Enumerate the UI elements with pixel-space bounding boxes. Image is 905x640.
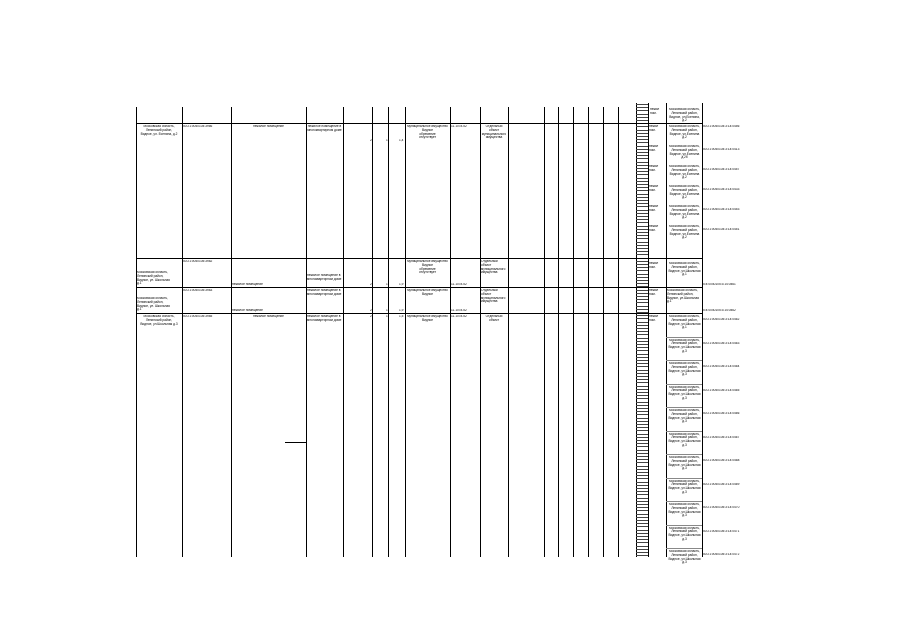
stripe-line <box>636 216 648 217</box>
grid-line <box>573 107 574 557</box>
object-purpose: нежилое помещение в многоквартирном доме <box>307 274 342 281</box>
stripe-line <box>636 386 648 387</box>
object-kind: нежилое помещение <box>232 309 263 312</box>
row-address: Московская область, Ленинский район, Видное, ул.Школьная д.3 <box>140 315 178 326</box>
stripe-line <box>636 270 648 271</box>
sub-divider <box>666 548 702 549</box>
stripe-line <box>636 350 648 351</box>
grid-line <box>508 107 509 557</box>
stripe-line <box>636 136 648 137</box>
object-purpose: нежилое помещение в многоквартирном доме <box>307 315 342 322</box>
stripe-line <box>636 110 648 111</box>
sub-address: Московская область, Ленинский район, Видное, ул.Школьная д.3 <box>668 338 701 353</box>
value-n1: 2 <box>370 309 372 312</box>
value-n3: 1,5 <box>399 315 404 318</box>
sub-divider <box>666 525 702 526</box>
reg-date: 11.1078.52 <box>451 283 467 286</box>
sub-number: 50:21:0040104:3:14:0433 <box>703 188 740 191</box>
stripe-line <box>636 162 648 163</box>
stripe-line <box>636 318 648 319</box>
sub-divider <box>666 407 702 408</box>
stripe-line <box>636 475 648 476</box>
stripe-line <box>636 472 648 473</box>
stripe-line <box>636 517 648 518</box>
sub-address: Московская область, Ленинский район, Видное, ул.Есенина д.2 <box>668 225 701 240</box>
stripe-line <box>636 485 648 486</box>
sub-number: 50:21:0040105:3:14:0467 <box>703 435 740 439</box>
stripe-line <box>636 248 648 249</box>
stripe-line <box>636 520 648 521</box>
sub-number: 50:21:0040104:3:14:0413 <box>703 148 740 151</box>
value-n3: 1,4 <box>399 139 404 142</box>
sub-address: Московская область, Ленинский район, Видное, ул.Есенина д.2 <box>668 185 701 200</box>
grid-line <box>588 107 589 557</box>
row-border <box>285 442 306 443</box>
stripe-line <box>636 462 648 463</box>
stripe-line <box>636 126 648 127</box>
object-kind: нежилое помещение <box>253 125 284 128</box>
stripe-line <box>636 309 648 310</box>
stripe-line <box>636 533 648 534</box>
sub-address: Московская область, Ленинский район, Видное, ул.Есенина д.2 <box>668 205 701 220</box>
stripe-line <box>636 450 648 451</box>
stripe-line <box>636 440 648 441</box>
owner: Отдельный объект <box>485 315 503 322</box>
stripe-line <box>636 267 648 268</box>
sub-address: Московская область, Ленинский район, Видное, ул.Школьная д.3 <box>668 479 701 494</box>
grid-line <box>405 107 406 557</box>
stripe-line <box>636 434 648 435</box>
stripe-line <box>636 360 648 361</box>
stripe-line <box>636 382 648 383</box>
stripe-line <box>636 142 648 143</box>
sub-address: Московская область, Ленинский район, Видное, ул.Школьная д.3 <box>668 526 701 541</box>
stripe-line <box>636 104 648 105</box>
sub-tag: нежил пом. <box>649 315 659 322</box>
reg-date: 11.1078.52 <box>451 315 467 318</box>
sub-divider <box>666 360 702 361</box>
sub-divider <box>666 337 702 338</box>
row-border <box>136 313 702 314</box>
stripe-line <box>636 165 648 166</box>
sub-number: 50:21:0040105:3:14:0464 <box>703 365 740 368</box>
row-border <box>136 123 702 124</box>
stripe-line <box>636 290 648 291</box>
stripe-line <box>636 229 648 230</box>
stripe-line <box>636 296 648 297</box>
grid-line <box>480 107 481 557</box>
stripe-line <box>636 184 648 185</box>
sub-number: 50:21:0040105:3:14:0468 <box>703 459 740 462</box>
value-n2: 1 <box>386 309 388 312</box>
stripe-line <box>636 264 648 265</box>
grid-line <box>136 107 137 557</box>
sub-number: 5:4:0040105:3:14:0462 <box>703 309 736 312</box>
stripe-line <box>636 357 648 358</box>
stripe-line <box>636 299 648 300</box>
sub-address: Московская область, Ленинский район, Видное, ул.Школьная д.1 <box>668 315 701 330</box>
stripe-line <box>636 274 648 275</box>
stripe-line <box>636 536 648 537</box>
stripe-line <box>636 242 648 243</box>
stripe-line <box>636 219 648 220</box>
stripe-line <box>636 469 648 470</box>
grid-line <box>618 107 619 557</box>
stripe-line <box>636 315 648 316</box>
stripe-line <box>636 344 648 345</box>
stripe-line <box>636 194 648 195</box>
sub-number: 50:21:0040105:3:14:0472 <box>703 553 740 556</box>
stripe-line <box>636 514 648 515</box>
stripe-line <box>636 366 648 367</box>
sub-divider <box>666 501 702 502</box>
stripe-line <box>636 203 648 204</box>
sub-number: 50:21:0040105:3:14:0470 <box>703 506 740 509</box>
stripe-line <box>636 341 648 342</box>
stripe-line <box>636 414 648 415</box>
owner: Отдельный объект муниципального имущества <box>481 289 506 304</box>
stripe-line <box>636 427 648 428</box>
sub-address: Московская область, Ленинский район, Видное, ул.Школьная д.3 <box>668 503 701 518</box>
stripe-line <box>636 443 648 444</box>
sub-tag: нежил пом. <box>649 185 659 192</box>
sub-tag: нежил пом. <box>649 125 659 132</box>
basis: муниципальное имущество Видное обремение отсутствует <box>407 260 448 275</box>
row-address: Московская область, Ленинский район, Видное, ул. Есенина, д.2 <box>140 125 178 136</box>
sub-number: 50:21:0040105:3:14:0471 <box>703 529 740 533</box>
stripe-line <box>636 421 648 422</box>
stripe-line <box>636 488 648 489</box>
sub-number: 50:21:0040104:3:14:0451 <box>703 228 740 231</box>
stripe-line <box>636 389 648 390</box>
stripe-line <box>636 235 648 236</box>
stripe-line <box>636 226 648 227</box>
stripe-line <box>636 277 648 278</box>
grid-line <box>544 107 545 557</box>
stripe-line <box>636 117 648 118</box>
owner: Отдельный объект муниципального имущества <box>481 260 506 275</box>
stripe-line <box>636 392 648 393</box>
stripe-line <box>636 107 648 108</box>
stripe-line <box>636 238 648 239</box>
stripe-line <box>636 178 648 179</box>
sub-tag: нежил пом. <box>649 165 659 172</box>
value-n1: 2 <box>370 283 372 286</box>
stripe-line <box>636 222 648 223</box>
sub-number: 50:21:0040105:3:14:0465 <box>703 388 740 392</box>
sub-tag: нежил пом. <box>649 262 659 269</box>
sub-address: Московская область, Ленинский район, Видное, ул.Школьная д.3 <box>668 409 701 424</box>
basis: муниципальное имущество Видное обремение отсутствует <box>407 125 448 140</box>
object-purpose: нежилое помещение в многоквартирном доме <box>307 125 342 132</box>
sub-tag: нежил пом. <box>649 205 659 212</box>
stripe-line <box>636 552 648 553</box>
top-fragment-address: Московская область, Ленинский район, Видное, ул.Есенина, д.2 <box>668 108 701 123</box>
stripe-line <box>636 213 648 214</box>
stripe-line <box>636 174 648 175</box>
stripe-line <box>636 459 648 460</box>
stripe-line <box>636 370 648 371</box>
grid-line <box>182 107 183 557</box>
stripe-line <box>636 523 648 524</box>
stripe-line <box>636 402 648 403</box>
grid-line <box>603 107 604 557</box>
reg-date: 11.1078.52 <box>451 125 467 128</box>
stripe-line <box>636 283 648 284</box>
sub-tag: нежил пом. <box>649 225 659 232</box>
grid-line <box>343 107 344 557</box>
stripe-line <box>636 363 648 364</box>
sub-number: 5:4:0040105:3:14:0461 <box>703 283 736 286</box>
stripe-line <box>636 482 648 483</box>
object-kind: нежилое помещение <box>232 283 263 286</box>
stripe-line <box>636 347 648 348</box>
sub-address: Московская область, Ленинский район, Видное, ул.Есенина д.2 <box>668 165 701 180</box>
stripe-line <box>636 507 648 508</box>
stripe-line <box>636 542 648 543</box>
stripe-line <box>636 373 648 374</box>
stripe-line <box>636 466 648 467</box>
sub-address: Московская область, Ленинский район, Видное, ул.Есенина д.2б <box>668 145 701 160</box>
grid-line <box>450 107 451 557</box>
stripe-line <box>636 418 648 419</box>
stripe-line <box>636 398 648 399</box>
stripe-line <box>636 338 648 339</box>
stripe-line <box>636 152 648 153</box>
grid-line <box>558 107 559 557</box>
sub-number: 50:21:0040105:3:14:0463 <box>703 341 740 345</box>
stripe-line <box>636 133 648 134</box>
stripe-line <box>636 254 648 255</box>
sub-number: 50:21:0040105:3:14:0466 <box>703 412 740 415</box>
sub-tag: нежил пом. <box>649 289 659 296</box>
stripe-line <box>636 405 648 406</box>
stripe-line <box>636 504 648 505</box>
sub-divider <box>666 431 702 432</box>
stripe-line <box>636 498 648 499</box>
stripe-line <box>636 424 648 425</box>
stripe-line <box>636 197 648 198</box>
stripe-line <box>636 232 648 233</box>
value-n2: 1 <box>386 315 388 318</box>
stripe-line <box>636 130 648 131</box>
row-address: Московская область, Ленинский район, Видное, ул. Школьная д.1 <box>137 297 170 312</box>
stripe-line <box>636 168 648 169</box>
grid-line <box>306 107 307 557</box>
stripe-line <box>636 187 648 188</box>
stripe-line <box>636 325 648 326</box>
stripe-line <box>636 280 648 281</box>
stripe-line <box>636 491 648 492</box>
sub-address: Московская область, Ленинский район, Видное, ул.Школьная д.3 <box>668 385 701 400</box>
stripe-line <box>636 408 648 409</box>
sub-address: Московская область, Ленинский район, Видное, ул.Школьная д.1 <box>667 289 699 304</box>
stripe-line <box>636 210 648 211</box>
stripe-line <box>636 331 648 332</box>
stripe-line <box>636 190 648 191</box>
cadastral-number: 50:21:0040105:3983 <box>183 289 213 292</box>
grid-line <box>372 107 373 557</box>
stripe-line <box>636 376 648 377</box>
stripe-line <box>636 146 648 147</box>
object-purpose: нежилое помещение в многоквартирном доме <box>307 289 342 296</box>
grid-line <box>388 107 389 557</box>
stripe-line <box>636 411 648 412</box>
cadastral-number: 50:21:0040105:3982 <box>183 260 213 263</box>
stripe-line <box>636 322 648 323</box>
sub-divider <box>666 384 702 385</box>
stripe-line <box>636 456 648 457</box>
sub-address: Московская область, Ленинский район, Видное, ул.Школьная д.3 <box>668 550 701 565</box>
stripe-line <box>636 245 648 246</box>
stripe-line <box>636 114 648 115</box>
value-n2: 1 <box>386 283 388 286</box>
stripe-line <box>636 494 648 495</box>
sub-tag: нежил пом. <box>649 145 659 152</box>
stripe-line <box>636 549 648 550</box>
stripe-line <box>636 306 648 307</box>
value-n3: 1,9 <box>399 309 404 312</box>
stripe-line <box>636 354 648 355</box>
stripe-line <box>636 120 648 121</box>
row-address: Московская область, Ленинский район, Видное, ул. Школьная д.1 <box>137 271 170 286</box>
stripe-line <box>636 302 648 303</box>
stripe-line <box>636 206 648 207</box>
stripe-line <box>636 251 648 252</box>
stripe-line <box>636 158 648 159</box>
stripe-line <box>636 526 648 527</box>
stripe-line <box>636 200 648 201</box>
stripe-line <box>636 334 648 335</box>
row-border <box>136 287 702 288</box>
value-n2: 1 <box>386 139 388 142</box>
value-n1: 2 <box>370 315 372 318</box>
sub-number: 50:21:0040105:3:14:0469 <box>703 482 740 486</box>
stripe-line <box>636 478 648 479</box>
sub-divider <box>666 478 702 479</box>
top-fragment-tag: нежил пом. <box>650 108 660 115</box>
cadastral-number: 50:21:0040104:3966 <box>183 125 213 128</box>
stripe-line <box>636 446 648 447</box>
sub-address: Московская область, Ленинский район, Видное, ул.Школьная д.3 <box>668 456 701 471</box>
stripe-line <box>636 437 648 438</box>
stripe-line <box>636 328 648 329</box>
cadastral-number: 50:21:0040105:3985 <box>183 315 213 318</box>
reg-date: 11.1078.52 <box>451 309 467 312</box>
sub-divider <box>666 454 702 455</box>
stripe-line <box>636 430 648 431</box>
stripe-line <box>636 546 648 547</box>
stripe-line <box>636 501 648 502</box>
value-n1: 2 <box>370 139 372 142</box>
row-border <box>136 258 702 259</box>
object-kind: нежилое помещение <box>253 315 284 318</box>
stripe-line <box>636 139 648 140</box>
sub-address: Московская область, Ленинский район, Видное, ул.Есенина д.2 <box>668 125 701 140</box>
sub-number: 50:21:0040104:3:14:0457 <box>703 168 740 171</box>
stripe-line <box>636 379 648 380</box>
sub-address: Московская область, Ленинский район, Видное, ул.Школьная д.3 <box>668 432 701 447</box>
sub-number: 50:21:0040104:3:14:0453 <box>703 208 740 211</box>
stripe-line <box>636 510 648 511</box>
sub-number: 50:21:0040104:3:14:0456 <box>703 125 740 128</box>
stripe-line <box>636 395 648 396</box>
stripe-line <box>636 555 648 556</box>
sub-address: Московская область, Ленинский район, Видное, ул.Школьная д.3 <box>668 362 701 377</box>
sub-number: 50:21:0040105:3:14:0462 <box>703 318 740 321</box>
basis: муниципальное имущество Видное <box>407 289 448 296</box>
stripe-line <box>636 530 648 531</box>
stripe-line <box>636 171 648 172</box>
owner: Отдельный объект муниципального имущества <box>481 125 507 140</box>
stripe-line <box>636 149 648 150</box>
stripe-line <box>636 453 648 454</box>
stripe-line <box>636 293 648 294</box>
sub-address: Московская область, Ленинский район, Видное, ул.Школьная д.1 <box>668 262 701 277</box>
grid-line <box>231 107 232 557</box>
stripe-line <box>636 155 648 156</box>
stripe-line <box>636 181 648 182</box>
stripe-line <box>636 539 648 540</box>
stripe-line <box>636 261 648 262</box>
value-n3: 1,9 <box>399 283 404 286</box>
basis: муниципальное имущество Видное <box>407 315 448 322</box>
